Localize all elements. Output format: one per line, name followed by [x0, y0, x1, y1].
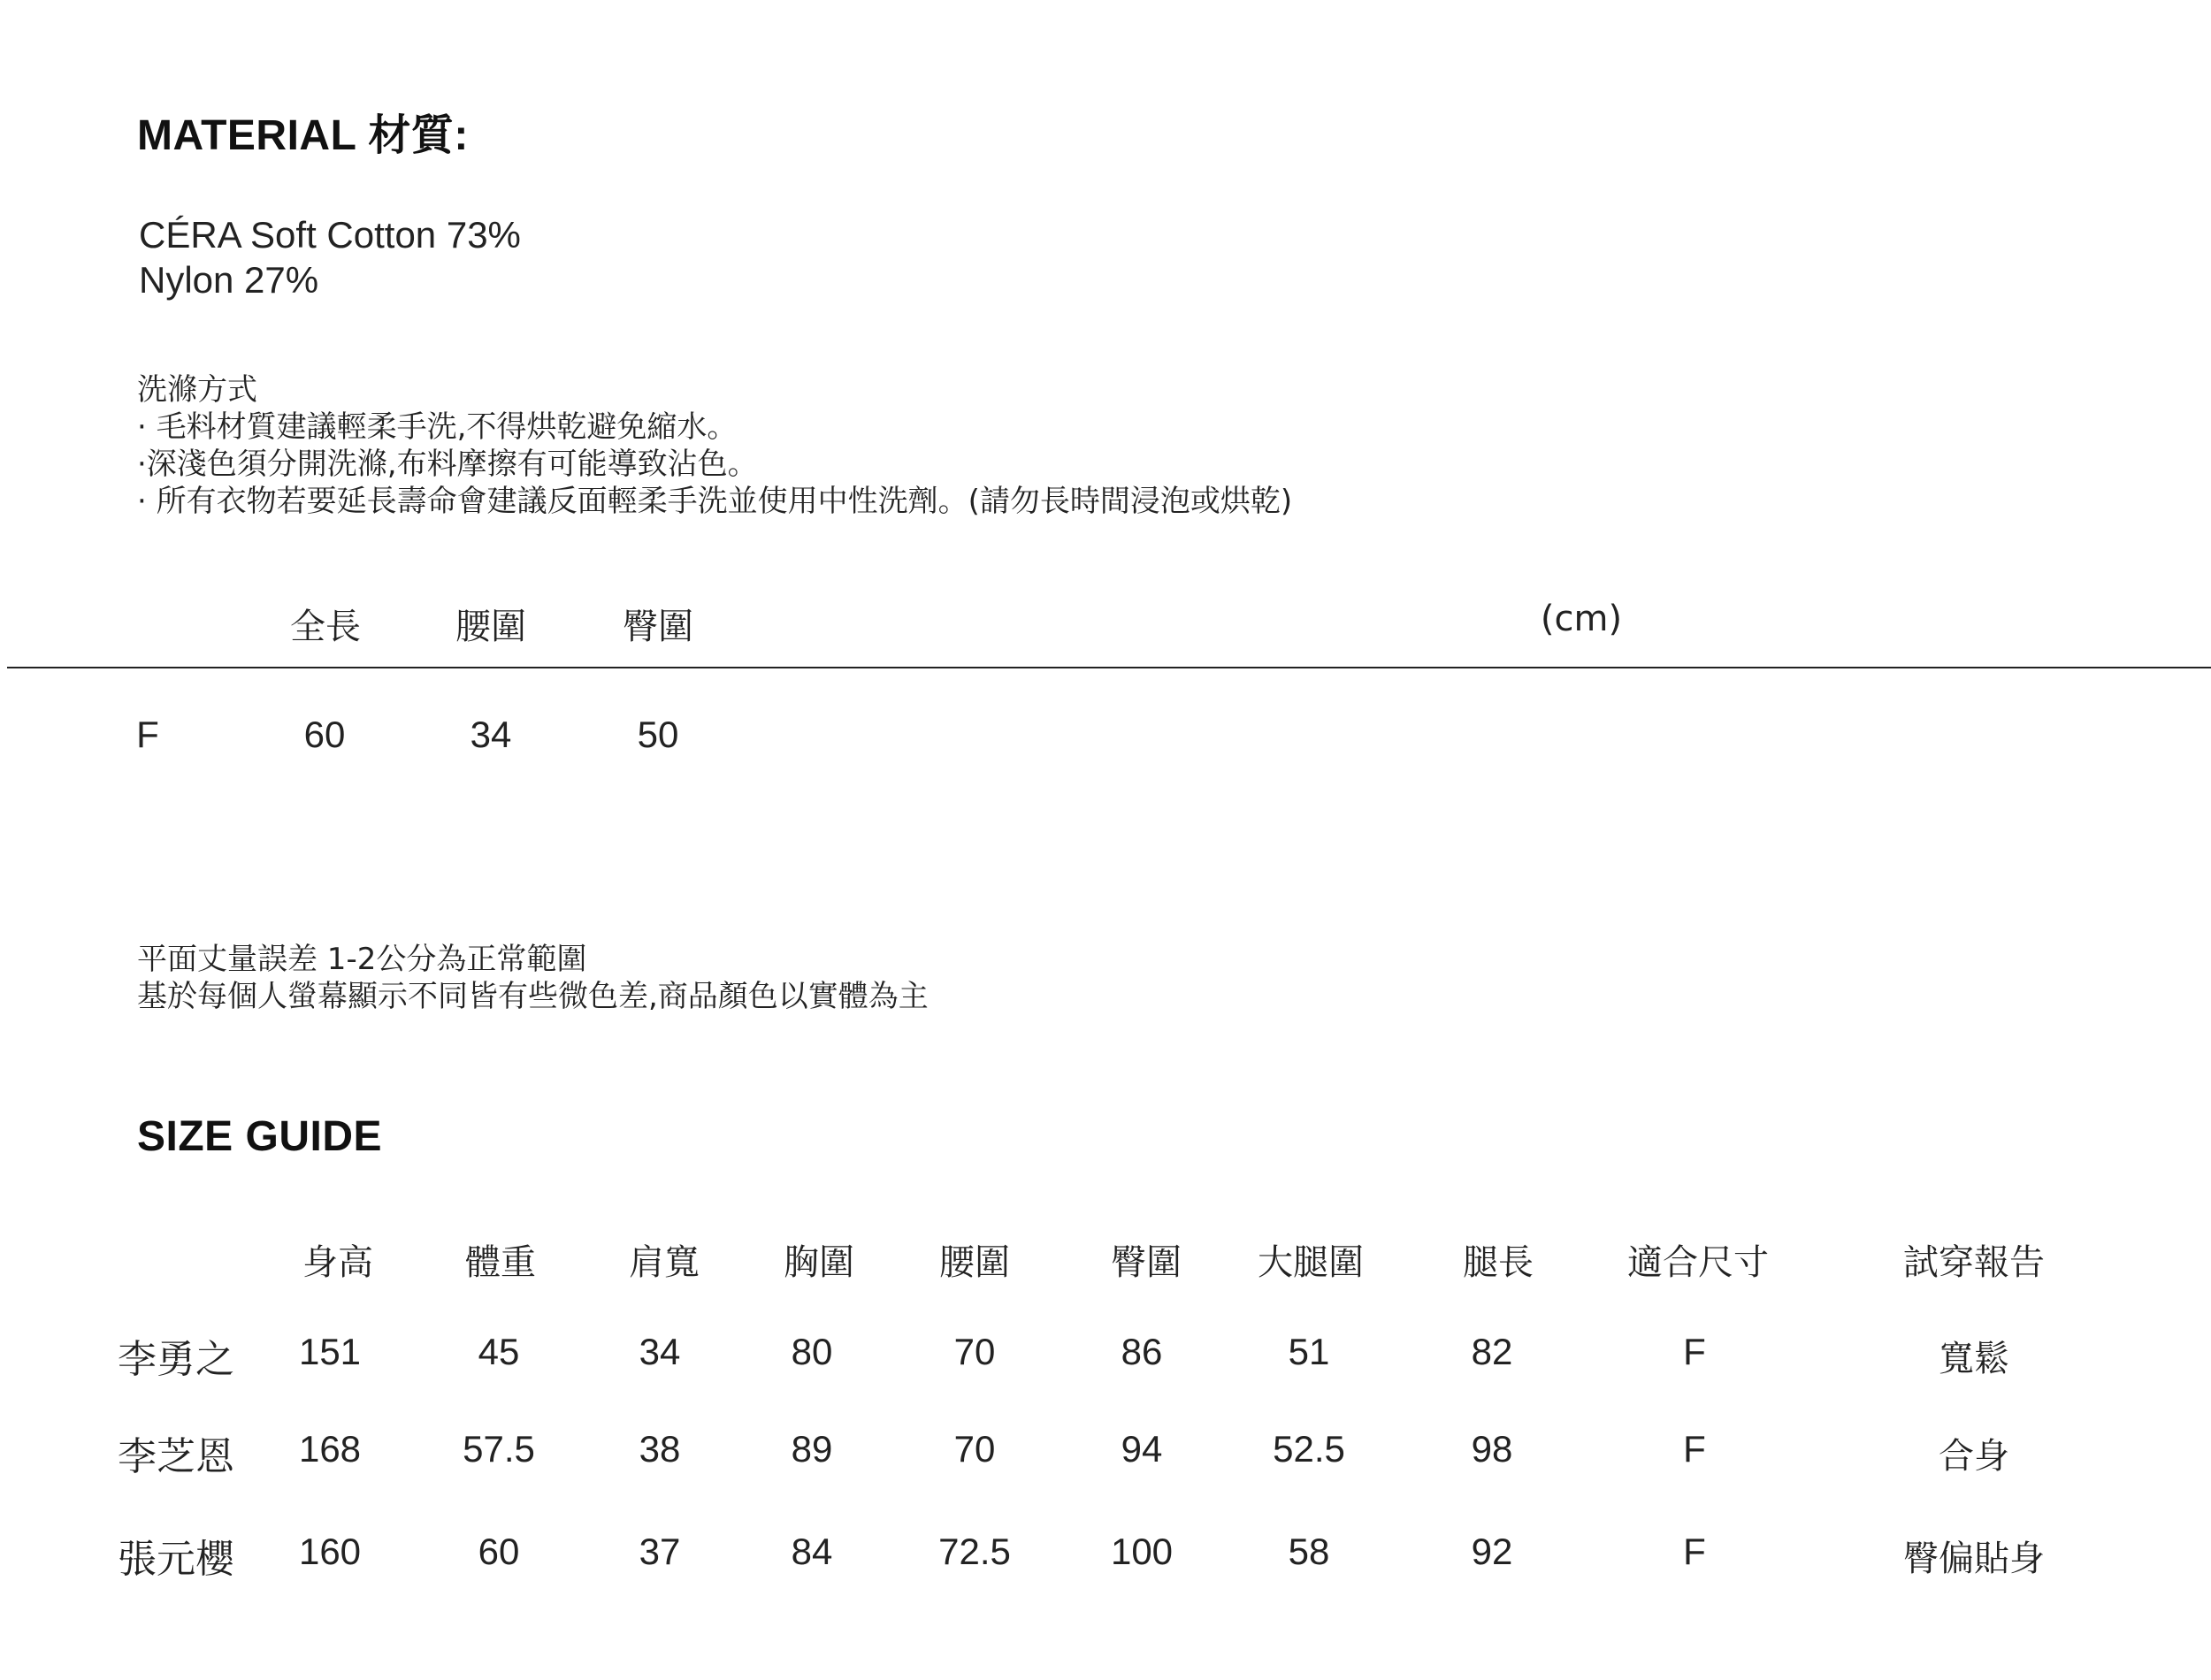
table-cell: 60 [478, 1531, 520, 1572]
table-cell: F [1683, 1331, 1706, 1372]
material-heading: MATERIAL 材質: [137, 112, 469, 159]
fit-report: 寬鬆 [1939, 1339, 2009, 1379]
table-cell: 34 [639, 1331, 681, 1372]
fit-report: 臀偏貼身 [1903, 1539, 2045, 1579]
guide-header: 體重 [465, 1242, 536, 1283]
table-cell: 86 [1121, 1331, 1163, 1372]
table-cell: 51 [1288, 1331, 1330, 1372]
care-item: · 毛料材質建議輕柔手洗,不得烘乾避免縮水。 [137, 409, 738, 445]
table-cell: 58 [1288, 1531, 1330, 1572]
care-item: ·深淺色須分開洗滌,布料摩擦有可能導致沾色。 [137, 447, 758, 482]
table-cell: F [1683, 1531, 1706, 1572]
material-line-cotton: CÉRA Soft Cotton 73% [139, 214, 521, 256]
table-cell: 80 [791, 1331, 833, 1372]
table-cell: 45 [478, 1331, 520, 1372]
value-waist: 34 [470, 714, 512, 755]
guide-header: 臀圍 [1111, 1242, 1182, 1283]
table-cell: 100 [1110, 1531, 1174, 1572]
size-guide-heading: SIZE GUIDE [137, 1113, 383, 1160]
unit-label: (cm) [1540, 599, 1623, 639]
table-divider [7, 667, 2211, 668]
table-cell: 98 [1471, 1428, 1513, 1470]
table-cell: 57.5 [463, 1428, 535, 1470]
table-cell: 151 [298, 1331, 362, 1372]
care-instructions [137, 371, 1292, 520]
guide-header: 肩寬 [629, 1242, 700, 1283]
table-cell: F [1683, 1428, 1706, 1470]
notes [137, 941, 929, 1015]
table-cell: 92 [1471, 1531, 1513, 1572]
table-cell: 82 [1471, 1331, 1513, 1372]
size-label: F [136, 714, 159, 755]
table-cell: 94 [1121, 1428, 1163, 1470]
table-cell: 52.5 [1273, 1428, 1345, 1470]
model-name: 李芝恩 [118, 1434, 234, 1479]
note-line: 平面丈量誤差 1-2公分為正常範圍 [137, 942, 587, 977]
table-cell: 168 [298, 1428, 362, 1470]
table-cell: 38 [639, 1428, 681, 1470]
value-hip: 50 [637, 714, 679, 755]
care-item: · 所有衣物若要延長壽命會建議反面輕柔手洗並使用中性洗劑。(請勿長時間浸泡或烘乾) [137, 484, 1293, 519]
table-cell: 72.5 [938, 1531, 1011, 1572]
table-cell: 70 [953, 1428, 996, 1470]
guide-header: 試穿報告 [1903, 1242, 2045, 1283]
column-header-waist: 腰圍 [455, 607, 526, 647]
table-cell: 37 [639, 1531, 681, 1572]
table-cell: 70 [953, 1331, 996, 1372]
model-name: 李勇之 [118, 1337, 234, 1382]
column-header-hip: 臀圍 [623, 607, 693, 647]
table-cell: 160 [298, 1531, 362, 1572]
column-header-length: 全長 [290, 607, 361, 647]
guide-header: 適合尺寸 [1627, 1242, 1769, 1283]
guide-header: 胸圍 [784, 1242, 854, 1283]
table-cell: 89 [791, 1428, 833, 1470]
table-cell: 84 [791, 1531, 833, 1572]
note-line: 基於每個人螢幕顯示不同皆有些微色差,商品顏色以實體為主 [137, 979, 929, 1014]
value-length: 60 [303, 714, 346, 755]
guide-header: 大腿圍 [1258, 1242, 1364, 1283]
guide-header: 腰圍 [939, 1242, 1010, 1283]
fit-report: 合身 [1939, 1436, 2009, 1477]
guide-header: 腿長 [1463, 1242, 1534, 1283]
material-line-nylon: Nylon 27% [139, 259, 319, 301]
guide-header: 身高 [302, 1242, 373, 1283]
model-name: 張元櫻 [118, 1537, 234, 1582]
care-title: 洗滌方式 [137, 372, 257, 408]
